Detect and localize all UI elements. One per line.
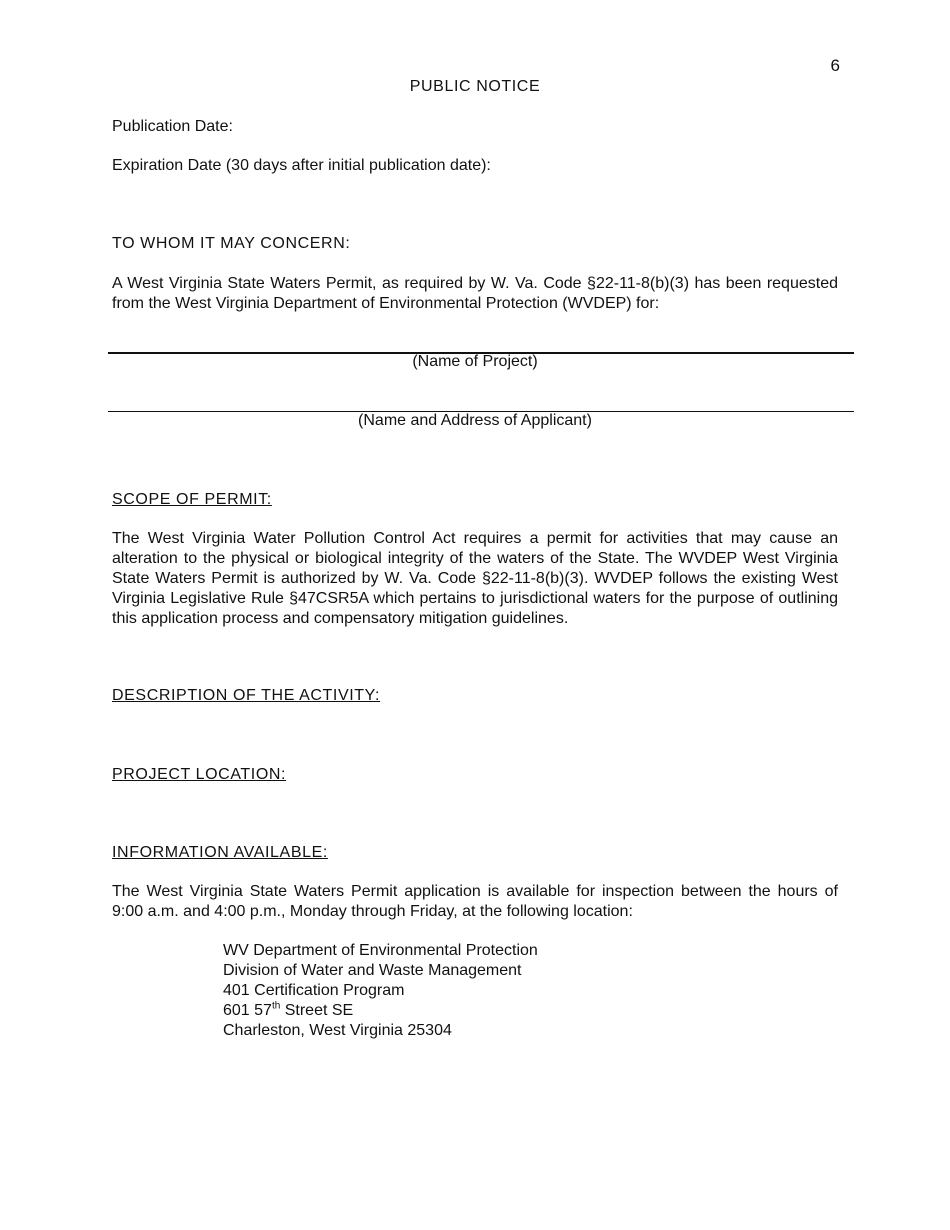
address-line-1: WV Department of Environmental Protection	[223, 942, 538, 959]
project-name-caption: (Name of Project)	[412, 353, 538, 370]
publication-date-label: Publication Date:	[112, 118, 233, 135]
address-line-4	[223, 1001, 538, 1021]
address-line-3: 401 Certification Program	[223, 982, 405, 999]
office-address	[223, 941, 538, 1041]
scope-heading: SCOPE OF PERMIT:	[112, 491, 272, 508]
page-number: 6	[830, 56, 840, 75]
applicant-caption: (Name and Address of Applicant)	[358, 412, 592, 429]
description-heading: DESCRIPTION OF THE ACTIVITY:	[112, 687, 381, 704]
street-number: 601 57	[223, 1002, 272, 1019]
scope-paragraph: The West Virginia Water Pollution Control Act requires a permit for activities that may cause an alteration to the physical or biological integrity of the waters of the State. The WVDEP West Virginia State Waters Permit is authorized by W. Va. Code §22-11-8(b)(3). WVDEP follows the existing West Virginia Legislative Rule §47CSR5A which pertains to jurisdictional waters for the purpose of outlining this application process and compensatory mitigation guidelines.	[112, 530, 838, 627]
information-heading: INFORMATION AVAILABLE:	[112, 844, 328, 861]
address-line-5: Charleston, West Virginia 25304	[223, 1022, 452, 1039]
ordinal-suffix: th	[271, 1000, 281, 1012]
information-paragraph: The West Virginia State Waters Permit application is available for inspection between the hours of 9:00 a.m. and 4:00 p.m., Monday through Friday, at the following location:	[112, 883, 838, 920]
intro-paragraph: A West Virginia State Waters Permit, as required by W. Va. Code §22-11-8(b)(3) has been requested from the West Virginia Department of Environmental Protection (WVDEP) for:	[112, 275, 838, 312]
street-name: Street SE	[280, 1002, 354, 1019]
location-heading: PROJECT LOCATION:	[112, 766, 287, 783]
expiration-date-label: Expiration Date (30 days after initial publication date):	[112, 157, 491, 174]
salutation: TO WHOM IT MAY CONCERN:	[112, 235, 351, 252]
address-line-2: Division of Water and Waste Management	[223, 962, 522, 979]
page-title: PUBLIC NOTICE	[409, 78, 541, 95]
